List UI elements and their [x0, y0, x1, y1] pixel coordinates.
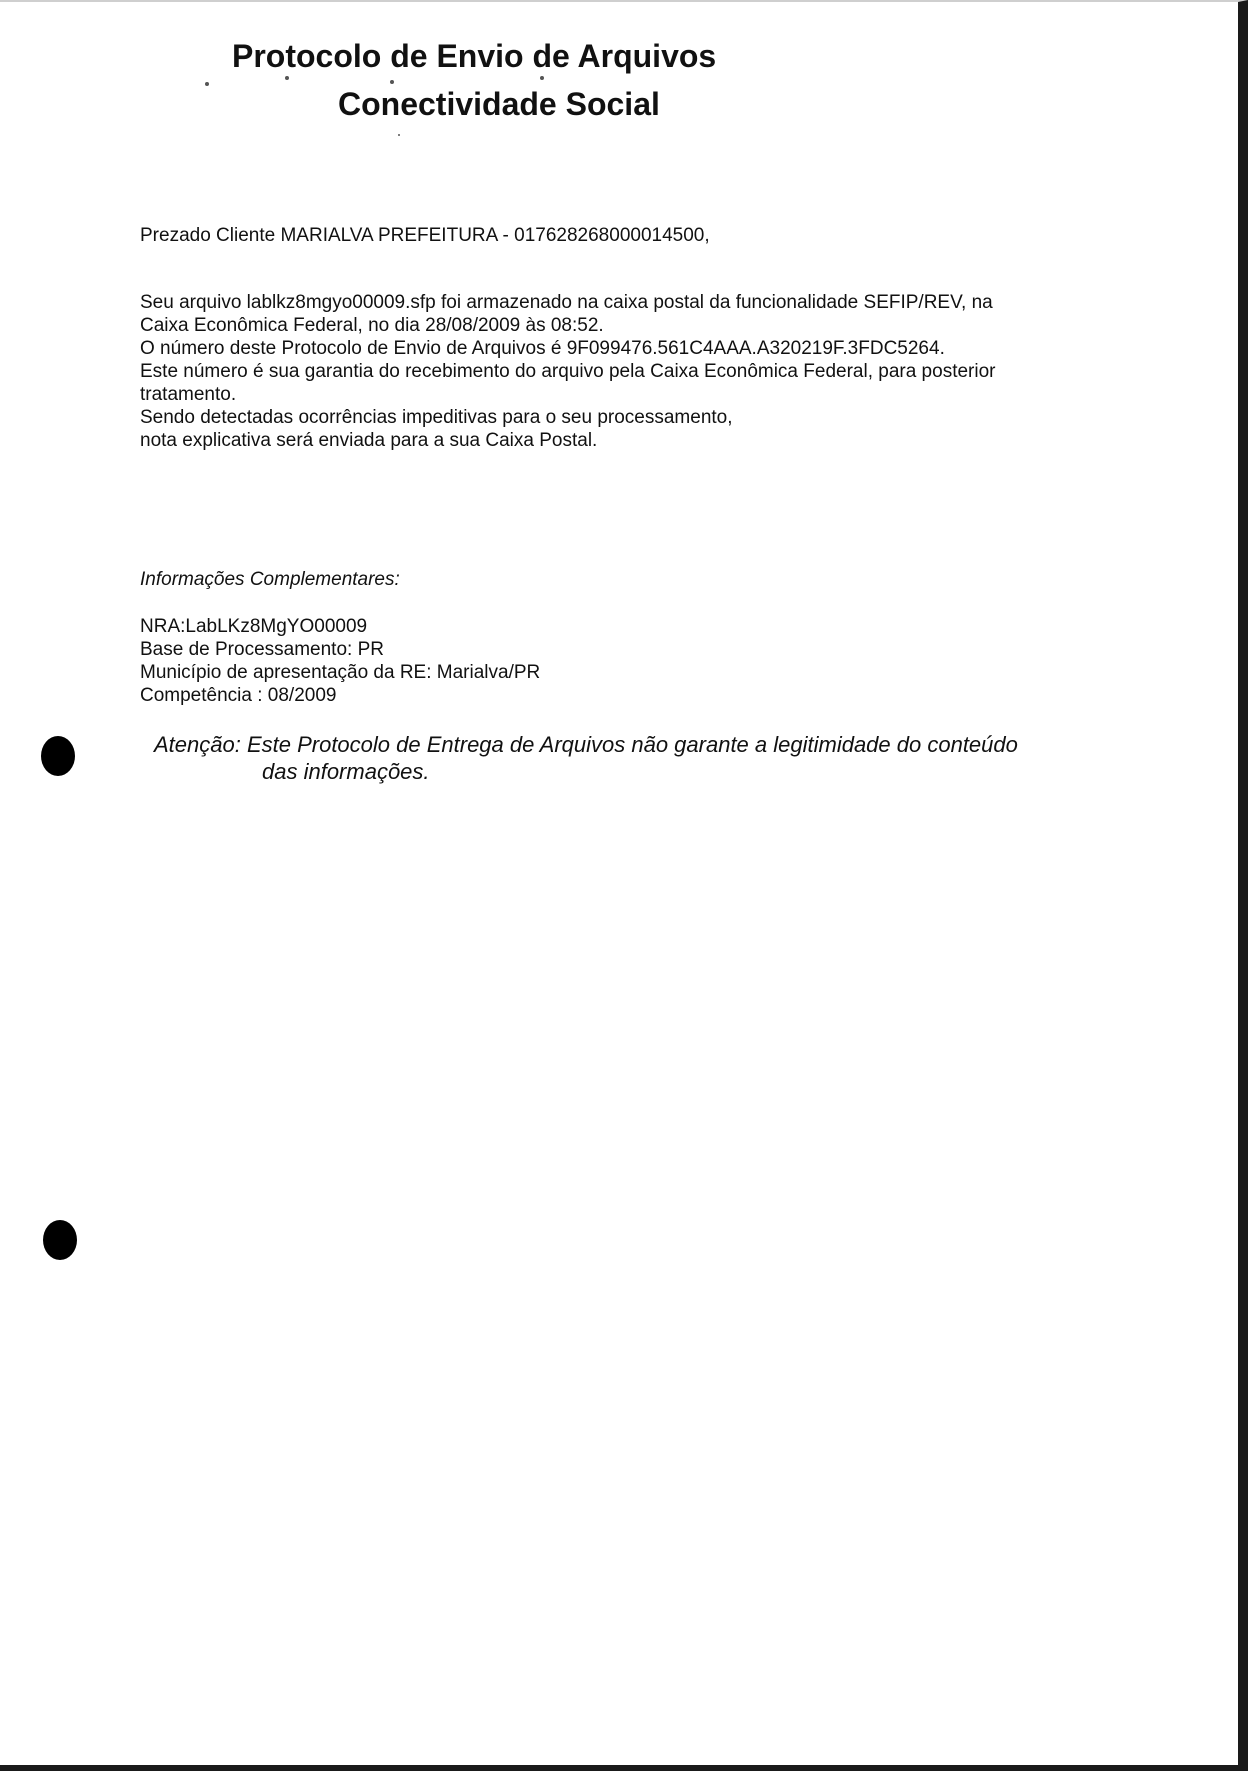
document-subtitle: Conectividade Social [338, 86, 660, 122]
message-paragraph [140, 291, 995, 452]
punch-hole-mark [43, 1220, 77, 1260]
scan-speck [540, 76, 544, 80]
complementary-info-competence: Competência : 08/2009 [140, 685, 337, 706]
complementary-info-municipality: Município de apresentação da RE: Marialva/PR [140, 662, 541, 683]
message-line: nota explicativa será enviada para a sua Caixa Postal. [140, 430, 598, 451]
document-title: Protocolo de Envio de Arquivos [232, 38, 717, 74]
scan-speck [285, 76, 289, 80]
punch-hole-mark [41, 736, 75, 776]
complementary-info-nra: NRA:LabLKz8MgYO00009 [140, 616, 368, 637]
message-line: Sendo detectadas ocorrências impeditivas para o seu processamento, [140, 407, 733, 428]
greeting-line: Prezado Cliente MARIALVA PREFEITURA - 017628268000014500, [140, 225, 710, 246]
scan-speck [398, 134, 400, 136]
scan-speck [205, 82, 209, 86]
complementary-info-heading: Informações Complementares: [140, 569, 400, 590]
complementary-info-base: Base de Processamento: PR [140, 639, 384, 660]
complementary-info-list [140, 615, 540, 707]
message-line: Este número é sua garantia do recebimento do arquivo pela Caixa Econômica Federal, para posterior [140, 361, 996, 382]
message-line: Caixa Econômica Federal, no dia 28/08/2009 às 08:52. [140, 315, 604, 336]
attention-notice: Atenção: Este Protocolo de Entrega de Arquivos não garante a legitimidade do conteúdo [154, 732, 1018, 757]
message-line: O número deste Protocolo de Envio de Arquivos é 9F099476.561C4AAA.A320219F.3FDC5264. [140, 338, 945, 359]
message-line: tratamento. [140, 384, 237, 405]
attention-notice-continuation: das informações. [262, 759, 430, 784]
scan-speck [390, 80, 394, 84]
message-line: Seu arquivo lablkz8mgyo00009.sfp foi armazenado na caixa postal da funcionalidade SEFIP/REV, na [140, 292, 993, 313]
